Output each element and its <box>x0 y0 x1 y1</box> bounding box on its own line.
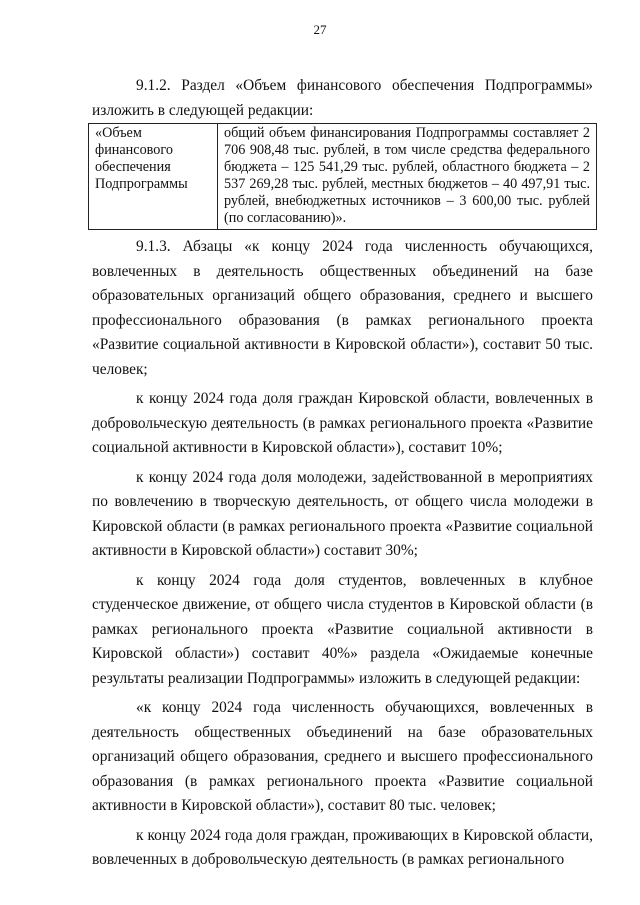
paragraph-students-share: к концу 2024 года доля студентов, вовлеченных в клубное студенческое движение, от общего числа студентов в Кировской области (в рамках регионального проекта «Развитие социальной активности в Кировской области») составит 40%» раздела «Ожидаемые конечные результаты реализации Подпрограммы» изложить в следующей редакции: <box>92 571 593 687</box>
financing-table <box>88 123 597 230</box>
document-body <box>92 74 593 873</box>
financing-text-cell: общий объем финансирования Подпрограммы составляет 2 706 908,48 тыс. рублей, в том числе средства федерального бюджета – 125 541,29 тыс. рублей, областного бюджета – 2 537 269,28 тыс. рублей, местных бюджетов – 40 497,91 тыс. рублей, внебюджетных источников – 3 600,00 тыс. рублей (по согласованию)». <box>218 124 597 230</box>
table-row <box>89 124 597 230</box>
paragraph-youth-share: к концу 2024 года доля молодежи, задействованной в мероприятиях по вовлечению в творческую деятельность, от общего числа молодежи в Кировской области (в рамках регионального проекта «Развитие социальной активности в Кировской области») составит 30%; <box>92 468 593 559</box>
page-number: 27 <box>313 22 327 37</box>
paragraph-new-volunteer-share: к концу 2024 года доля граждан, проживающих в Кировской области, вовлеченных в добровольческую деятельность (в рамках регионального <box>92 826 593 868</box>
intro-paragraph: 9.1.2. Раздел «Объем финансового обеспечения Подпрограммы» изложить в следующей редакции: <box>92 77 593 119</box>
paragraph-volunteer-share: к концу 2024 года доля граждан Кировской области, вовлеченных в добровольческую деятельность (в рамках регионального проекта «Развитие социальной активности в Кировской области»), составит 10%; <box>92 390 593 456</box>
paragraph-9-1-3: 9.1.3. Абзацы «к концу 2024 года численность обучающихся, вовлеченных в деятельность общественных объединений на базе образовательных организаций общего образования, среднего и высшего профессионального образования (в рамках регионального проекта «Развитие социальной активности в Кировской области»), составит 50 тыс. человек; <box>92 238 593 378</box>
financing-label-cell: «Объем финансового обеспечения Подпрограммы <box>89 124 218 230</box>
paragraph-new-students-count: «к концу 2024 года численность обучающихся, вовлеченных в деятельность общественных объединений на базе образовательных организаций общего образования, среднего и высшего профессионального образования (в рамках регионального проекта «Развитие социальной активности в Кировской области»), составит 80 тыс. человек; <box>92 699 593 814</box>
